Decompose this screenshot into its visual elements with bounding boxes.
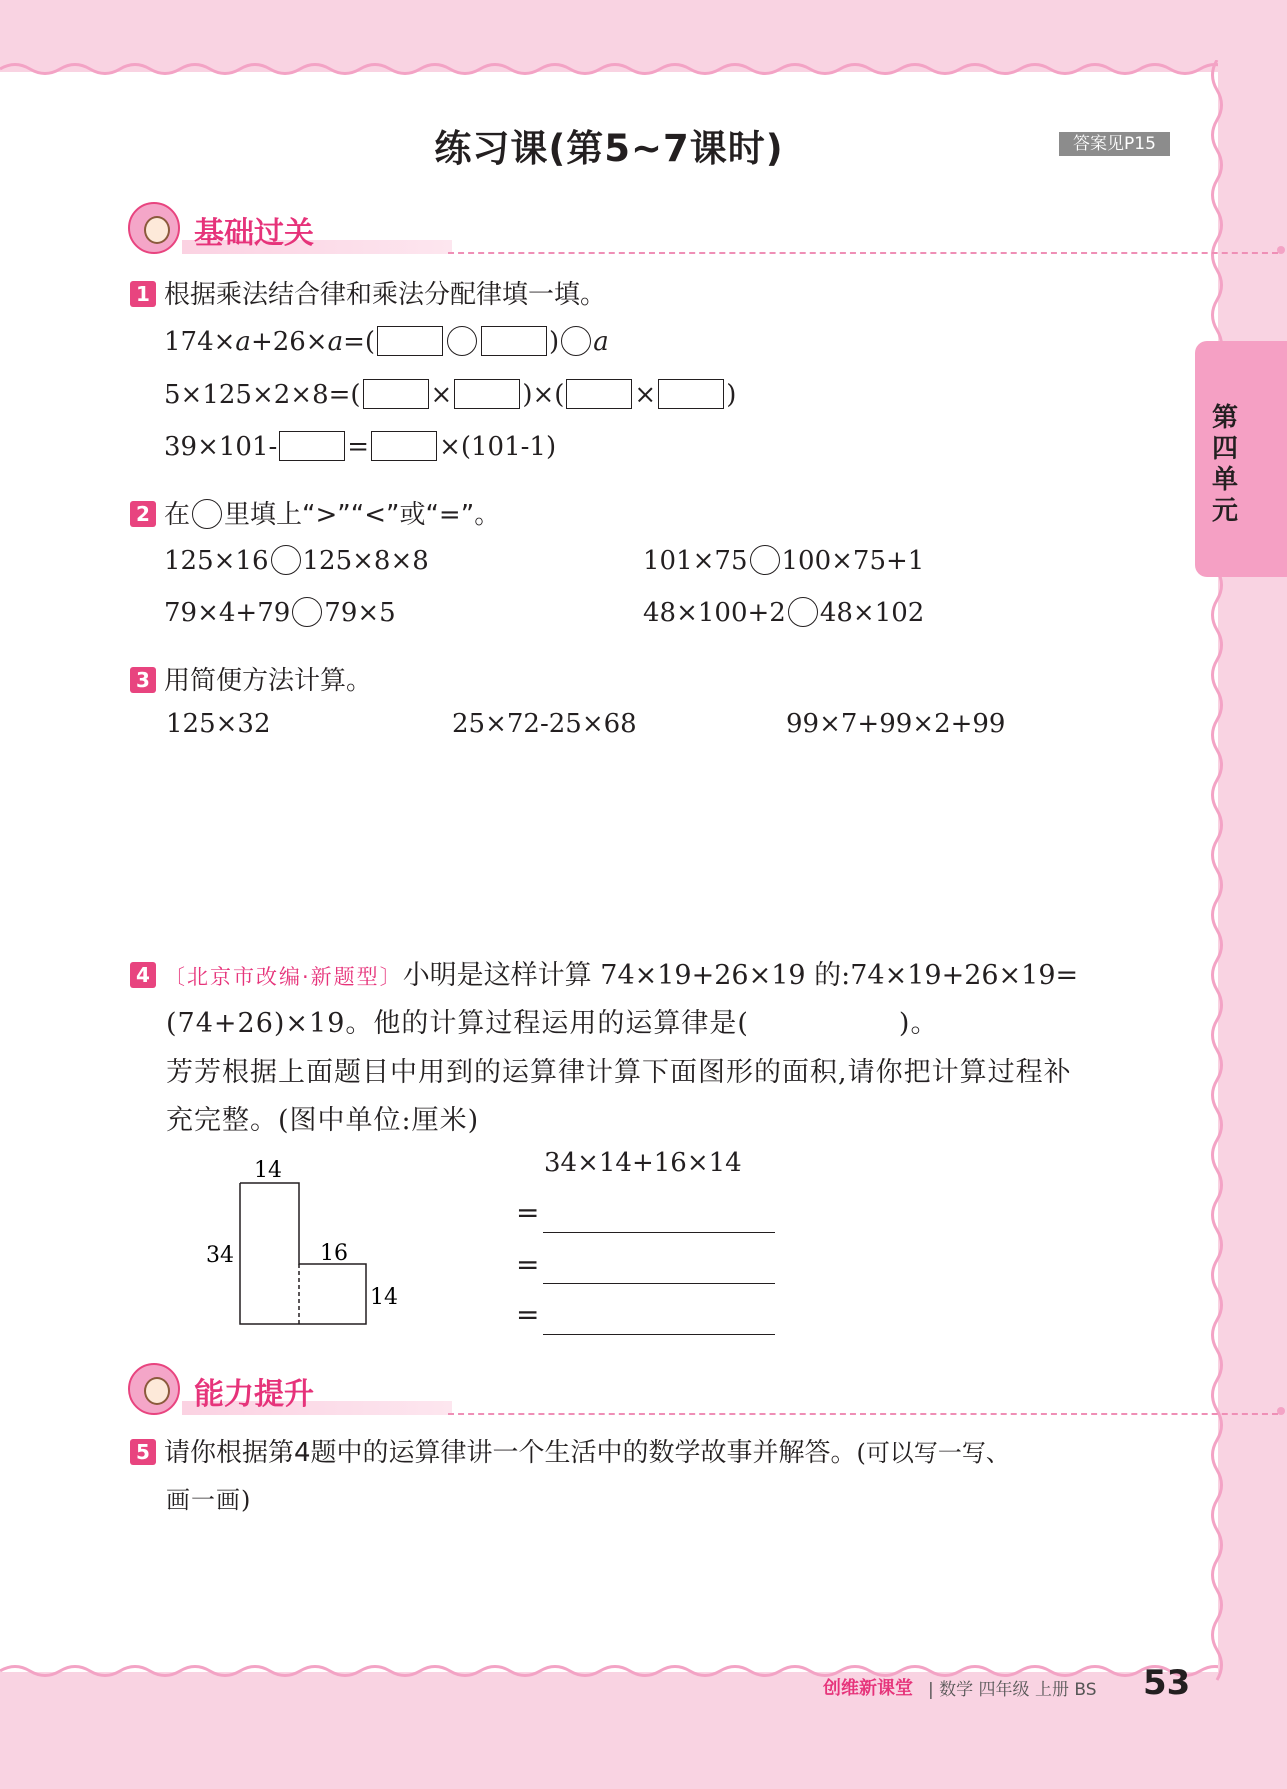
section-header-advanced xyxy=(128,1363,1178,1423)
question-text: 根据乘法结合律和乘法分配律填一填。 xyxy=(164,280,607,310)
top-wave-border xyxy=(0,60,1218,78)
equals-sign: = xyxy=(516,1248,540,1281)
q1-line-2 xyxy=(164,379,736,410)
answer-box[interactable] xyxy=(363,379,429,409)
operator-circle[interactable] xyxy=(447,326,477,356)
calc-expression: 99×7+99×2+99 xyxy=(786,709,1006,739)
question-4 xyxy=(130,953,1078,992)
footer-info: | 数学 四年级 上册 BS xyxy=(928,1680,1097,1700)
compare-circle[interactable] xyxy=(788,597,818,627)
page-number: 53 xyxy=(1143,1663,1191,1703)
figure-label-top: 14 xyxy=(254,1158,282,1183)
question-text: 用简便方法计算。 xyxy=(164,666,373,696)
compare-left: 125×16 xyxy=(164,546,269,576)
answer-line[interactable] xyxy=(543,1232,775,1233)
expr-part: +26× xyxy=(250,327,328,357)
question-5 xyxy=(130,1432,1010,1469)
unit-side-tab-label: 第四单元 xyxy=(1211,403,1238,526)
compare-left: 101×75 xyxy=(643,546,748,576)
unit-side-tab xyxy=(1195,341,1287,577)
answer-box[interactable] xyxy=(566,379,632,409)
calc-expression: 125×32 xyxy=(166,709,271,739)
q5-line-2: 画一画) xyxy=(166,1486,252,1514)
question-number: 4 xyxy=(130,962,156,988)
dots-decoration-icon xyxy=(1275,1403,1287,1423)
expr-part: × xyxy=(634,380,657,410)
section-label: 能力提升 xyxy=(194,1377,314,1412)
expr-part: )×( xyxy=(522,380,565,410)
dots-decoration-icon xyxy=(1275,242,1287,262)
answer-box[interactable] xyxy=(371,431,437,461)
section-label: 基础过关 xyxy=(194,216,314,251)
circle-symbol-icon xyxy=(192,499,222,529)
figure-label-right: 14 xyxy=(370,1285,398,1310)
answer-line[interactable] xyxy=(543,1283,775,1284)
l-shape-figure xyxy=(198,1150,418,1330)
compare-circle[interactable] xyxy=(292,597,322,627)
question-2 xyxy=(130,494,500,531)
question-number: 2 xyxy=(130,501,156,527)
q4-line-4: 充完整。(图中单位:厘米) xyxy=(166,1105,480,1136)
figure-label-middle: 16 xyxy=(320,1241,348,1266)
compare-right: 48×102 xyxy=(819,598,925,628)
dashed-divider xyxy=(448,252,1278,254)
expr-part: =( xyxy=(343,327,376,357)
question-text: (可以写一写、 xyxy=(856,1439,1010,1467)
q1-line-3 xyxy=(164,431,556,462)
answer-box[interactable] xyxy=(454,379,520,409)
compare-item xyxy=(164,597,396,628)
expr-part: ) xyxy=(726,380,737,410)
expr-part: 174× xyxy=(164,327,236,357)
equals-sign: = xyxy=(516,1298,540,1331)
right-wave-border xyxy=(1206,60,1228,1690)
question-text: (74+26)×19。他的计算过程运用的运算律是( xyxy=(166,1008,749,1039)
compare-right: 100×75+1 xyxy=(781,546,925,576)
variable-a: a xyxy=(235,327,251,357)
compare-circle[interactable] xyxy=(750,545,780,575)
expr-part: ) xyxy=(549,327,560,357)
answer-box[interactable] xyxy=(481,326,547,356)
question-number: 1 xyxy=(130,281,156,307)
compare-circle[interactable] xyxy=(271,545,301,575)
q4-line-3: 芳芳根据上面题目中用到的运算律计算下面图形的面积,请你把计算过程补 xyxy=(166,1057,1072,1088)
girl-avatar-icon xyxy=(128,1363,180,1415)
q1-line-1 xyxy=(164,326,609,357)
variable-a: a xyxy=(593,327,609,357)
figure-label-left: 34 xyxy=(206,1243,234,1268)
dashed-divider xyxy=(448,1413,1278,1415)
area-calc-first-line: 34×14+16×14 xyxy=(544,1148,742,1178)
girl-avatar-icon xyxy=(128,202,180,254)
section-header-basic xyxy=(128,202,1178,262)
compare-right: 79×5 xyxy=(324,598,396,628)
question-number: 5 xyxy=(130,1439,156,1465)
question-text: 小明是这样计算 74×19+26×19 的:74×19+26×19= xyxy=(402,960,1079,991)
q4-line-2 xyxy=(166,1001,938,1040)
expr-part: 39×101- xyxy=(164,432,278,462)
compare-item xyxy=(643,597,924,628)
page-title: 练习课(第5~7课时) xyxy=(434,127,784,170)
question-text: 请你根据第4题中的运算律讲一个生活中的数学故事并解答。 xyxy=(164,1438,857,1468)
question-number: 3 xyxy=(130,667,156,693)
expr-part: × xyxy=(430,380,453,410)
question-source-tag: 〔北京市改编·新题型〕 xyxy=(164,965,403,989)
question-text: )。 xyxy=(898,1008,939,1039)
compare-item xyxy=(164,545,429,576)
equals-sign: = xyxy=(516,1196,540,1229)
question-3 xyxy=(130,660,372,697)
compare-left: 79×4+79 xyxy=(164,598,291,628)
answer-reference-badge: 答案见P15 xyxy=(1059,132,1170,156)
calc-expression: 25×72-25×68 xyxy=(452,709,637,739)
operator-circle[interactable] xyxy=(561,326,591,356)
answer-box[interactable] xyxy=(658,379,724,409)
answer-line[interactable] xyxy=(543,1334,775,1335)
question-text: 在 xyxy=(164,500,191,530)
compare-left: 48×100+2 xyxy=(643,598,786,628)
answer-box[interactable] xyxy=(377,326,443,356)
expr-part: 5×125×2×8=( xyxy=(164,380,361,410)
expr-part: = xyxy=(347,432,370,462)
variable-a: a xyxy=(327,327,344,357)
question-1 xyxy=(130,274,606,311)
expr-part: ×(101-1) xyxy=(439,432,557,462)
compare-right: 125×8×8 xyxy=(302,546,429,576)
footer-book-name: 创维新课堂 xyxy=(823,1678,913,1699)
question-text: 里填上“>”“<”或“=”。 xyxy=(224,500,501,530)
compare-item xyxy=(643,545,924,576)
answer-box[interactable] xyxy=(279,431,345,461)
